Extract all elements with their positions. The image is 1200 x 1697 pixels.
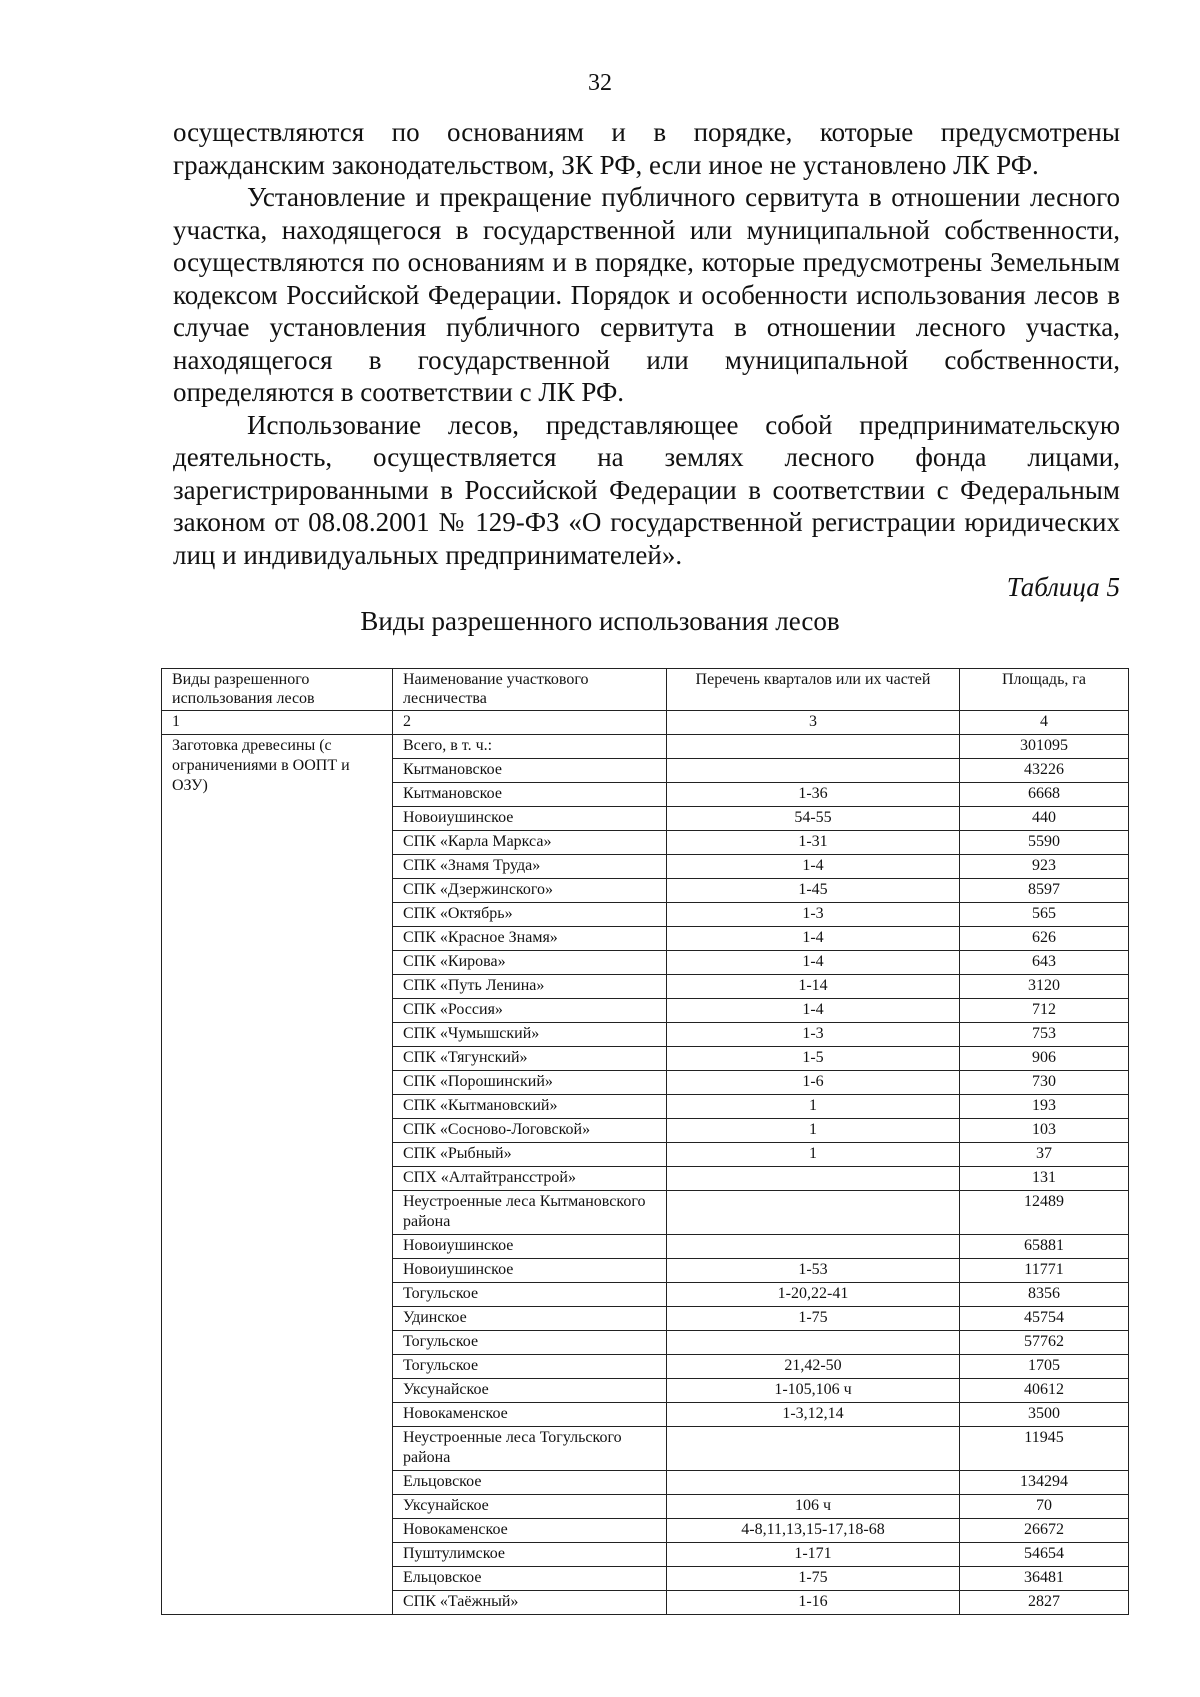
quarters-cell: 1-75 — [667, 1567, 960, 1591]
category-cell: Заготовка древесины (с ограничениями в ООПТ и ОЗУ) — [162, 735, 393, 1615]
area-cell: 440 — [960, 807, 1129, 831]
quarters-cell — [667, 759, 960, 783]
header-cell: Виды разрешенного использования лесов — [162, 669, 393, 711]
quarters-cell: 1 — [667, 1095, 960, 1119]
forestry-name-cell: Новоиушинское — [393, 1235, 667, 1259]
quarters-cell: 1-16 — [667, 1591, 960, 1615]
quarters-cell: 1-36 — [667, 783, 960, 807]
area-cell: 1705 — [960, 1355, 1129, 1379]
quarters-cell — [667, 1191, 960, 1235]
column-number: 3 — [667, 711, 960, 735]
header-cell: Наименование участкового лесничества — [393, 669, 667, 711]
quarters-cell: 1-171 — [667, 1543, 960, 1567]
quarters-cell: 1-45 — [667, 879, 960, 903]
forestry-name-cell: Ельцовское — [393, 1471, 667, 1495]
quarters-cell: 1-53 — [667, 1259, 960, 1283]
area-cell: 301095 — [960, 735, 1129, 759]
quarters-cell: 1-6 — [667, 1071, 960, 1095]
quarters-cell: 21,42-50 — [667, 1355, 960, 1379]
table-row — [162, 735, 1129, 759]
area-cell: 70 — [960, 1495, 1129, 1519]
forestry-name-cell: Тогульское — [393, 1355, 667, 1379]
forestry-name-cell: Тогульское — [393, 1283, 667, 1307]
area-cell: 906 — [960, 1047, 1129, 1071]
forestry-name-cell: Неустроенные леса Тогульского района — [393, 1427, 667, 1471]
forestry-name-cell: Уксунайское — [393, 1379, 667, 1403]
forestry-name-cell: Новокаменское — [393, 1519, 667, 1543]
forestry-name-cell: СПК «Кирова» — [393, 951, 667, 975]
quarters-cell: 1-75 — [667, 1307, 960, 1331]
column-number: 1 — [162, 711, 393, 735]
forestry-name-cell: СПК «Октябрь» — [393, 903, 667, 927]
page-number: 32 — [588, 70, 612, 96]
forestry-name-cell: СПК «Сосново-Логовской» — [393, 1119, 667, 1143]
forestry-name-cell: СПК «Дзержинского» — [393, 879, 667, 903]
quarters-cell: 1-4 — [667, 927, 960, 951]
quarters-cell: 1-4 — [667, 855, 960, 879]
paragraph-2: Установление и прекращение публичного сервитута в отношении лесного участка, находящегося в государственной или муниципальной собственности, осуществляются по основаниям и в порядке, которые предусмотрены Земельным кодексом Российской Федерации. Порядок и особенности использования лесов в случае установления публичного сервитута в отношении лесного участка, находящегося в государственной или муниципальной собственности, определяются в соответствии с ЛК РФ. — [173, 182, 1120, 407]
area-cell: 40612 — [960, 1379, 1129, 1403]
forestry-name-cell: СПК «Рыбный» — [393, 1143, 667, 1167]
forestry-name-cell: СПК «Порошинский» — [393, 1071, 667, 1095]
forestry-name-cell: СПК «Путь Ленина» — [393, 975, 667, 999]
forestry-name-cell: Кытмановское — [393, 783, 667, 807]
quarters-cell: 1 — [667, 1119, 960, 1143]
table-title: Виды разрешенного использования лесов — [360, 606, 840, 636]
column-number-row — [162, 711, 1129, 735]
area-cell: 57762 — [960, 1331, 1129, 1355]
table-header-row — [162, 669, 1129, 711]
forestry-name-cell: Тогульское — [393, 1331, 667, 1355]
forestry-name-cell: СПК «Чумышский» — [393, 1023, 667, 1047]
forestry-name-cell: Всего, в т. ч.: — [393, 735, 667, 759]
forestry-name-cell: СПХ «Алтайтрансстрой» — [393, 1167, 667, 1191]
quarters-cell: 1-105,106 ч — [667, 1379, 960, 1403]
forestry-name-cell: Кытмановское — [393, 759, 667, 783]
area-cell: 565 — [960, 903, 1129, 927]
forestry-name-cell: Новоиушинское — [393, 807, 667, 831]
forestry-name-cell: СПК «Тягунский» — [393, 1047, 667, 1071]
forestry-name-cell: Новоиушинское — [393, 1259, 667, 1283]
quarters-cell: 4-8,11,13,15-17,18-68 — [667, 1519, 960, 1543]
header-cell: Площадь, га — [960, 669, 1129, 711]
area-cell: 8597 — [960, 879, 1129, 903]
forestry-name-cell: СПК «Красное Знамя» — [393, 927, 667, 951]
quarters-cell: 1-31 — [667, 831, 960, 855]
area-cell: 5590 — [960, 831, 1129, 855]
paragraph-3: Использование лесов, представляющее собой предпринимательскую деятельность, осуществляется на землях лесного фонда лицами, зарегистрированными в Российской Федерации в соответствии с Федеральным законом от 08.08.2001 № 129-ФЗ «О государственной регистрации юридических лиц и индивидуальных предпринимателей». — [173, 409, 1120, 570]
forestry-name-cell: Удинское — [393, 1307, 667, 1331]
area-cell: 36481 — [960, 1567, 1129, 1591]
quarters-cell: 54-55 — [667, 807, 960, 831]
area-cell: 45754 — [960, 1307, 1129, 1331]
area-cell: 712 — [960, 999, 1129, 1023]
forest-use-table — [161, 668, 1129, 1615]
area-cell: 131 — [960, 1167, 1129, 1191]
column-number: 4 — [960, 711, 1129, 735]
quarters-cell: 1-5 — [667, 1047, 960, 1071]
quarters-cell — [667, 1235, 960, 1259]
area-cell: 2827 — [960, 1591, 1129, 1615]
quarters-cell — [667, 1167, 960, 1191]
area-cell: 43226 — [960, 759, 1129, 783]
table-body — [162, 669, 1129, 1615]
area-cell: 8356 — [960, 1283, 1129, 1307]
area-cell: 626 — [960, 927, 1129, 951]
forestry-name-cell: Пуштулимское — [393, 1543, 667, 1567]
area-cell: 923 — [960, 855, 1129, 879]
body-text — [173, 116, 1120, 571]
forestry-name-cell: СПК «Россия» — [393, 999, 667, 1023]
quarters-cell: 1-4 — [667, 999, 960, 1023]
area-cell: 12489 — [960, 1191, 1129, 1235]
area-cell: 26672 — [960, 1519, 1129, 1543]
area-cell: 643 — [960, 951, 1129, 975]
area-cell: 65881 — [960, 1235, 1129, 1259]
area-cell: 193 — [960, 1095, 1129, 1119]
quarters-cell: 1-14 — [667, 975, 960, 999]
area-cell: 103 — [960, 1119, 1129, 1143]
area-cell: 730 — [960, 1071, 1129, 1095]
area-cell: 37 — [960, 1143, 1129, 1167]
area-cell: 3120 — [960, 975, 1129, 999]
area-cell: 3500 — [960, 1403, 1129, 1427]
quarters-cell — [667, 1331, 960, 1355]
forestry-name-cell: СПК «Кытмановский» — [393, 1095, 667, 1119]
quarters-cell — [667, 1471, 960, 1495]
area-cell: 11771 — [960, 1259, 1129, 1283]
area-cell: 11945 — [960, 1427, 1129, 1471]
quarters-cell — [667, 735, 960, 759]
quarters-cell: 1-3 — [667, 1023, 960, 1047]
forestry-name-cell: Ельцовское — [393, 1567, 667, 1591]
quarters-cell: 1-20,22-41 — [667, 1283, 960, 1307]
area-cell: 753 — [960, 1023, 1129, 1047]
column-number: 2 — [393, 711, 667, 735]
quarters-cell: 106 ч — [667, 1495, 960, 1519]
table-label: Таблица 5 — [1006, 572, 1120, 602]
header-cell: Перечень кварталов или их частей — [667, 669, 960, 711]
area-cell: 134294 — [960, 1471, 1129, 1495]
area-cell: 6668 — [960, 783, 1129, 807]
forestry-name-cell: СПК «Таёжный» — [393, 1591, 667, 1615]
quarters-cell: 1-3,12,14 — [667, 1403, 960, 1427]
paragraph-1: осуществляются по основаниям и в порядке, которые предусмотрены гражданским законодательством, ЗК РФ, если иное не установлено ЛК РФ. — [173, 117, 1120, 180]
forestry-name-cell: Неустроенные леса Кытмановского района — [393, 1191, 667, 1235]
area-cell: 54654 — [960, 1543, 1129, 1567]
quarters-cell: 1-4 — [667, 951, 960, 975]
forestry-name-cell: СПК «Знамя Труда» — [393, 855, 667, 879]
quarters-cell: 1 — [667, 1143, 960, 1167]
quarters-cell: 1-3 — [667, 903, 960, 927]
forestry-name-cell: Уксунайское — [393, 1495, 667, 1519]
forestry-name-cell: Новокаменское — [393, 1403, 667, 1427]
forestry-name-cell: СПК «Карла Маркса» — [393, 831, 667, 855]
quarters-cell — [667, 1427, 960, 1471]
